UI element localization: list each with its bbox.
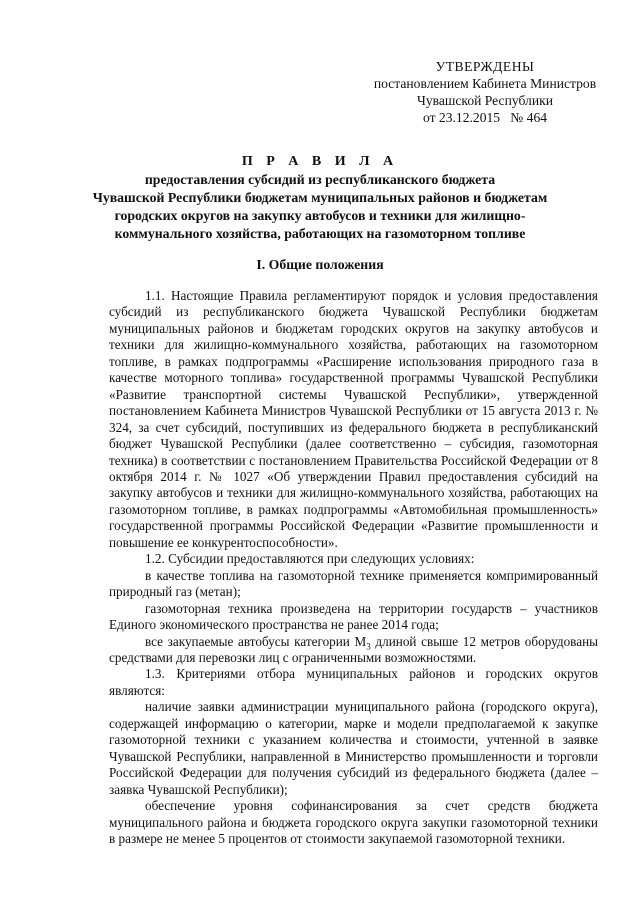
paragraph-1-2-c-pre: все закупаемые автобусы категории M [145, 633, 367, 649]
approval-line-1: постановлением Кабинета Министров [373, 76, 597, 91]
paragraph-1-3: 1.3. Критериями отбора муниципальных районов и городских округов являются: [109, 666, 598, 698]
title-heading: П Р А В И Л А [241, 154, 399, 169]
approval-block [360, 58, 610, 126]
paragraph-1-1: 1.1. Настоящие Правила регламентируют порядок и условия предоставления субсидий из республиканского бюджета Чувашской Республики бюджетам муниципальных районов и бюджетам городских округов на закупку автобусов и техники для жилищно-коммунального хозяйства, работающих на газомоторном топливе, в рамках подпрограммы «Расширение использования природного газа в качестве моторного топлива» государственной программы Чувашской Республики «Развитие транспортной системы Чувашской Республики», утвержденной постановлением Кабинета Министров Чувашской Республики от 15 августа 2013 г. № 324, за счет субсидий, поступивших из федерального бюджета в республиканский бюджет Чувашской Республики (далее соответственно – субсидия, газомоторная техника) в соответствии с постановлением Правительства Российской Федерации от 8 октября 2014 г. № 1027 «Об утверждении Правил предоставления субсидий на закупку автобусов и техники для жилищно-коммунального хозяйства, работающих на газомоторном топливе, в рамках подпрограммы «Автомобильная промышленность» государственной программы Российской Федерации «Развитие промышленности и повышение ее конкурентоспособности». [109, 288, 598, 550]
document-title [60, 153, 580, 243]
approval-status: УТВЕРЖДЕНЫ [435, 59, 535, 74]
title-line-2: Чувашской Республики бюджетам муниципальных районов и бюджетам [92, 190, 548, 205]
section-title: I. Общие положения [256, 257, 384, 272]
title-line-1: предоставления субсидий из республиканского бюджета [144, 172, 496, 187]
approval-line-2: Чувашской Республики [417, 93, 553, 108]
approval-line-3: от 23.12.2015 № 464 [422, 110, 548, 125]
paragraph-1-2: 1.2. Субсидии предоставляются при следующих условиях: [145, 551, 475, 567]
title-line-4: коммунального хозяйства, работающих на газомоторном топливе [114, 226, 526, 241]
paragraph-1-2-c-post: длиной свыше 12 метров оборудованы средствами для перевозки лиц с ограниченными возможностями. [109, 633, 599, 665]
bus-category-subscript: 3 [366, 641, 371, 652]
paragraph-1-2-c [109, 634, 598, 667]
paragraph-1-3-b: обеспечение уровня софинансирования за счет средств бюджета муниципального района и бюджета городского округа закупки газомоторной техники в размере не менее 5 процентов от стоимости закупаемой газомоторной техники. [109, 798, 598, 846]
paragraph-1-2-a: в качестве топлива на газомоторной технике применяется компримированный природный газ (метан); [109, 567, 598, 600]
paragraph-1-3-a: наличие заявки администрации муниципального района (городского округа), содержащей информацию о категории, марке и модели предполагаемой к закупке газомоторной техники с указанием количества и стоимости, учтенной в заявке Чувашской Республики, направленной в Министерство промышленности и торговли Российской Федерации для получения субсидий из федерального бюджета (далее – заявка Чувашской Республики); [109, 699, 598, 797]
title-line-3: городских округов на закупку автобусов и техники для жилищно- [114, 208, 526, 223]
document-body [109, 288, 598, 847]
paragraph-1-2-b: газомоторная техника произведена на территории государств – участников Единого экономического пространства не ранее 2014 года; [109, 600, 598, 633]
